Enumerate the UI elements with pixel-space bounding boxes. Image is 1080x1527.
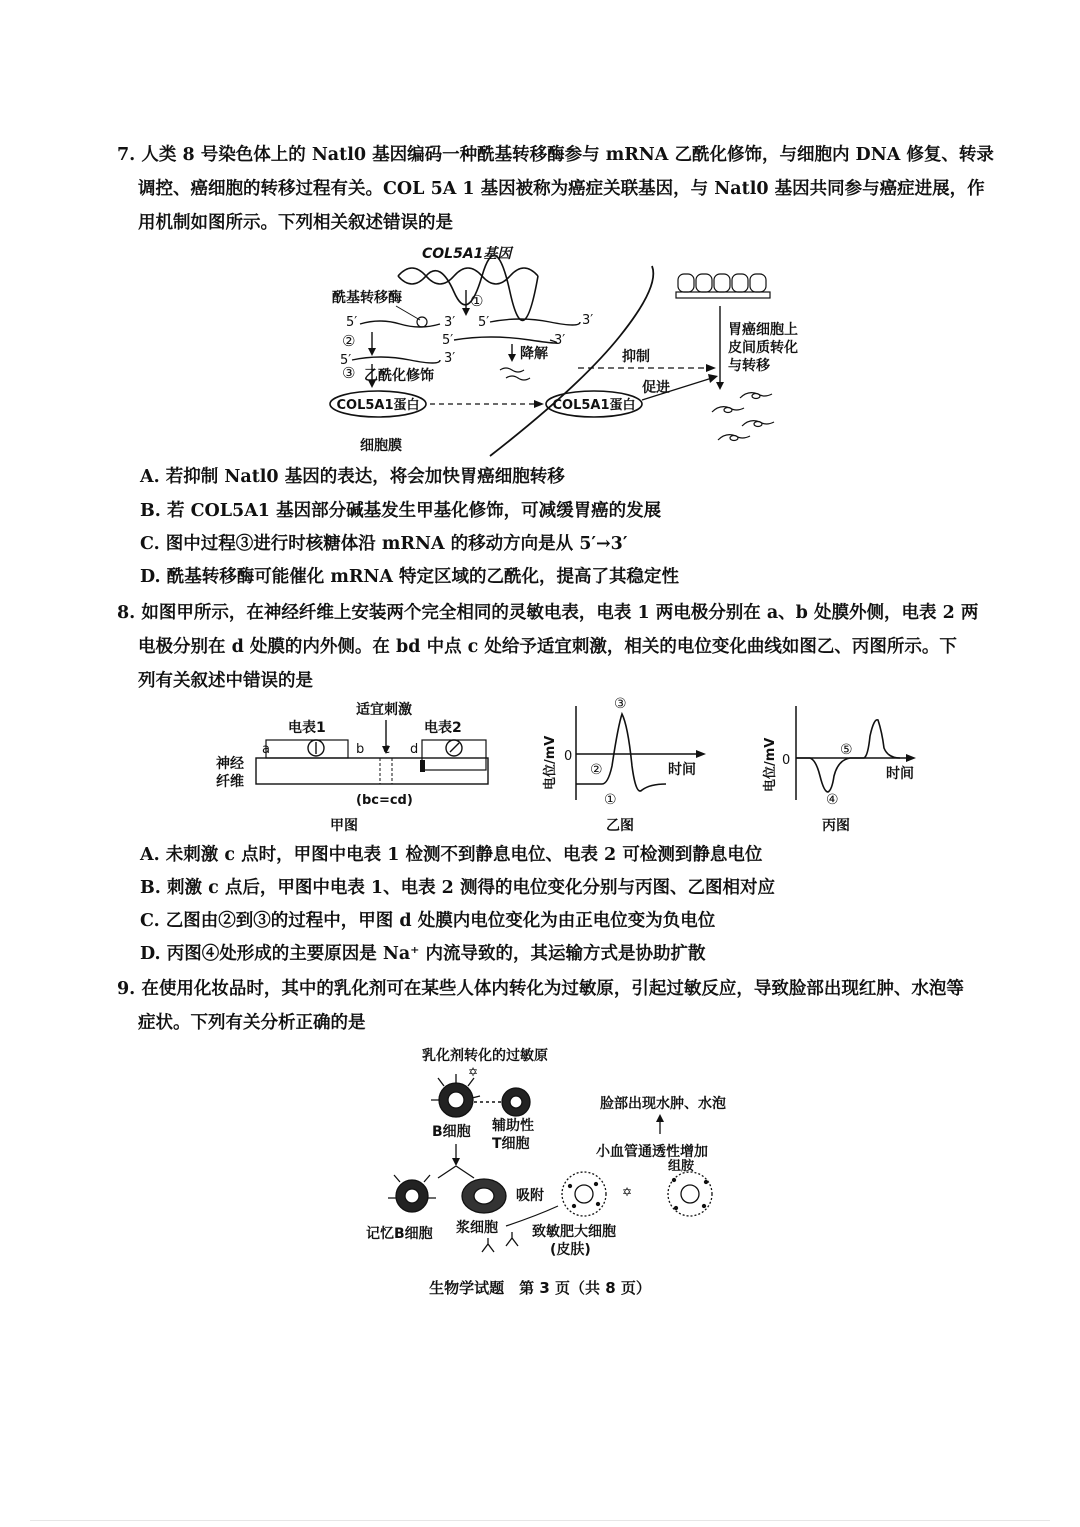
memory-b-cell [388,1175,436,1212]
page-footer: 生物学试题 第 3 页（共 8 页） [429,1279,651,1297]
point-c: c [383,742,391,757]
yi-mark-1: ① [604,792,617,808]
bing-ylabel: 电位/mV [763,737,778,792]
mast-label-1: 致敏肥大细胞 [532,1224,616,1240]
mrna-3 [454,337,557,343]
th-label-1: 辅助性 [492,1118,534,1134]
q8-figure [210,696,930,838]
bing-zero: 0 [782,753,791,768]
question-9-stem [117,972,964,1040]
arrow-down-head [452,1158,460,1166]
yi-mark-2: ② [590,762,603,778]
b-cell [431,1074,480,1117]
mast-label-2: (皮肤) [550,1242,591,1258]
emt-label-1: 胃癌细胞上 [728,322,798,338]
yi-ylabel: 电位/mV [543,735,558,790]
fiber-label-2: 纤维 [216,774,244,790]
q9-line-2: 症状。下列有关分析正确的是 [138,1013,366,1033]
memory-label: 记忆B细胞 [366,1226,433,1242]
end3-b: 3′ [582,313,594,328]
bing-mark-5: ⑤ [840,742,853,758]
meter1-label: 电表1 [288,720,326,736]
end5-b: 5′ [478,315,490,330]
question-7-stem [117,138,994,240]
q8-option-b: B. 刺激 c 点后，甲图中电表 1、电表 2 测得的电位变化分别与丙图、乙图相对应 [140,878,775,898]
step-1: ① [470,292,484,310]
inhibit-label: 抑制 [622,349,650,365]
inhibit-head [706,364,716,372]
electrode-d-inner [420,760,425,772]
end3-d: 3′ [444,351,456,366]
q9-line-1: 9. 在使用化妆品时，其中的乳化剂可在某些人体内转化为过敏原，引起过敏反应，导致脸部出现红肿、水泡等 [117,979,964,999]
plasma-cell [462,1179,506,1213]
q7-figure [320,236,798,462]
end5-d: 5′ [340,353,352,368]
arrow-head-2 [368,348,376,356]
end5-a: 5′ [346,315,358,330]
stimulus-label: 适宜刺激 [356,702,412,718]
q8-option-c: C. 乙图由②到③的过程中，甲图 d 处膜内电位变化为由正电位变为负电位 [140,911,716,931]
membrane-label: 细胞膜 [360,438,402,454]
arrow-up-head [656,1114,664,1122]
yi-time: 时间 [668,762,696,778]
point-a: a [262,742,270,757]
branch [438,1166,474,1178]
q7-option-a: A. 若抑制 Natl0 基因的表达，将会加快胃癌细胞转移 [140,467,565,487]
yi-zero: 0 [564,749,573,764]
end3-a: 3′ [444,315,456,330]
bottom-rule [30,1520,1050,1521]
q7-line-1: 7. 人类 8 号染色体上的 Natl0 基因编码一种酰基转移酶参与 mRNA 乙酰化修饰，与细胞内 DNA 修复、转录 [117,145,994,165]
end3-c: 3′ [554,333,566,348]
question-8-stem [117,596,978,698]
yi-mark-3: ③ [614,696,627,712]
bing-time: 时间 [886,766,914,782]
equal-label: (bc=cd) [356,793,413,808]
point-b: b [356,742,365,757]
epithelium-base [676,292,770,298]
caption-yi: 乙图 [606,818,634,834]
q9-figure [356,1040,766,1264]
meter2-label: 电表2 [424,720,462,736]
epithelial-cells [678,274,766,292]
antibody-arrow [506,1206,558,1226]
fragments [500,368,530,380]
mrna-2 [490,319,580,325]
arrow-head-transport [534,400,544,408]
q7-option-b: B. 若 COL5A1 基因部分碱基发生甲基化修饰，可减缓胃癌的发展 [140,501,662,521]
face-label: 脸部出现水肿、水泡 [600,1096,726,1112]
step-3: ③ [342,364,356,382]
q8-line-2: 电极分别在 d 处膜的内外侧。在 bd 中点 c 处给予适宜刺激，相关的电位变化曲线如图乙、丙图所示。下 [138,637,957,657]
yi-x-arrow [696,750,706,758]
th-cell [502,1088,530,1116]
emt-label-2: 皮间质转化 [728,340,798,356]
protein-right-label: COL5A1蛋白 [552,398,636,413]
th-label-2: T细胞 [492,1136,530,1152]
mast-cell-sensitized [562,1172,606,1216]
vessel-label: 小血管通透性增加 [596,1144,708,1160]
emt-arrow-head [716,382,724,390]
caption-jia: 甲图 [330,818,358,834]
caption-bing: 丙图 [822,818,850,834]
point-d: d [410,742,419,757]
emt-label-3: 与转移 [728,358,770,374]
q7-gene-label: COL5A1基因 [422,246,512,262]
enzyme-pointer [396,306,420,320]
arrow-head-degrade [508,354,516,362]
bing-mark-4: ④ [826,792,839,808]
nerve-fiber [256,758,488,784]
enzyme-shape [417,317,427,327]
end5-c: 5′ [442,333,454,348]
meter1-wire [266,740,348,758]
degrade-label: 降解 [520,346,548,362]
adsorb-label: 吸附 [516,1188,544,1204]
migrating-cells [712,393,774,441]
mrna-4 [352,357,440,363]
step-2: ② [342,332,356,350]
enzyme-label: 酰基转移酶 [332,290,402,306]
mrna-1 [360,321,440,327]
acetyl-label: 乙酰化修饰 [364,368,434,384]
bing-x-arrow [906,754,916,762]
yi-curve [576,714,666,791]
q8-line-1: 8. 如图甲所示，在神经纤维上安装两个完全相同的灵敏电表，电表 1 两电极分别在 a、b 处膜外侧，电表 2 两 [117,603,979,623]
q7-line-3: 用机制如图所示。下列相关叙述错误的是 [138,213,453,233]
protein-left-label: COL5A1蛋白 [336,398,420,413]
arrow-head-1 [462,308,470,316]
plasma-label: 浆细胞 [456,1220,498,1236]
q8-option-d: D. 丙图④处形成的主要原因是 Na⁺ 内流导致的，其运输方式是协助扩散 [140,944,706,964]
mast-cell-degranulating [668,1172,712,1216]
allergen-icon: ✡ [468,1065,479,1079]
fiber-label-1: 神经 [216,756,244,772]
q7-option-c: C. 图中过程③进行时核糖体沿 mRNA 的移动方向是从 5′→3′ [140,534,628,554]
q7-option-d: D. 酰基转移酶可能催化 mRNA 特定区域的乙酰化，提高了其稳定性 [140,567,680,587]
promote-head [708,374,718,383]
promote-label: 促进 [642,380,670,396]
q7-line-2: 调控、癌细胞的转移过程有关。COL 5A 1 基因被称为癌症关联基因，与 Natl0 基因共同参与癌症进展，作 [138,179,985,199]
allergen-label: 乳化剂转化的过敏原 [422,1048,548,1064]
q8-line-3: 列有关叙述中错误的是 [138,671,313,691]
bcell-label: B细胞 [432,1124,471,1140]
allergen-icon-2: ✡ [622,1185,633,1199]
q8-option-a: A. 未刺激 c 点时，甲图中电表 1 检测不到静息电位、电表 2 可检测到静息电位 [140,845,763,865]
histamine-label: 组胺 [668,1159,695,1174]
